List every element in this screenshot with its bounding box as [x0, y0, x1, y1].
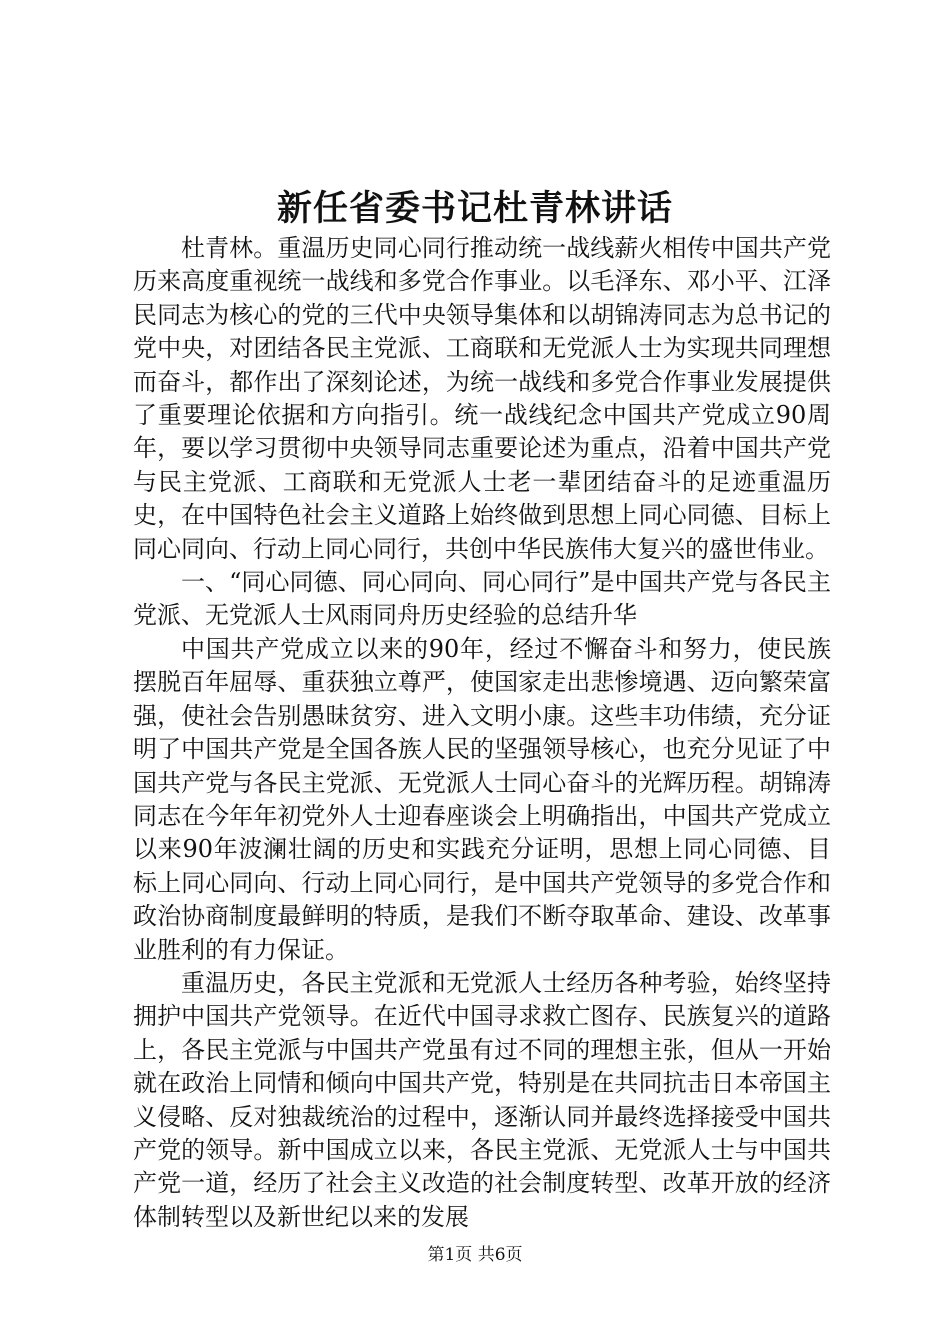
paragraph-intro: 杜青林。重温历史同心同行推动统一战线薪火相传中国共产党历来高度重视统一战线和多党合作事业。以毛泽东、邓小平、江泽民同志为核心的党的三代中央领导集体和以胡锦涛同志为总书记的党中央，对团结各民主党派、工商联和无党派人士为实现共同理想而奋斗，都作出了深刻论述，为统一战线和多党合作事业发展提供了重要理论依据和方向指引。统一战线纪念中国共产党成立90周年，要以学习贯彻中央领导同志重要论述为重点，沿着中国共产党与民主党派、工商联和无党派人士老一辈团结奋斗的足迹重温历史，在中国特色社会主义道路上始终做到思想上同心同德、目标上同心同向、行动上同心同行，共创中华民族伟大复兴的盛世伟业。: [133, 234, 831, 563]
section-heading-1: 一、“同心同德、同心同向、同心同行”是中国共产党与各民主党派、无党派人士风雨同舟历史经验的总结升华: [133, 568, 831, 630]
document-body: [133, 232, 831, 1234]
paragraph-history-review: 重温历史，各民主党派和无党派人士经历各种考验，始终坚持拥护中国共产党领导。在近代中国寻求救亡图存、民族复兴的道路上，各民主党派与中国共产党虽有过不同的理想主张，但从一开始就在政治上同情和倾向中国共产党，特别是在共同抗击日本帝国主义侵略、反对独裁统治的过程中，逐渐认同并最终选择接受中国共产党的领导。新中国成立以来，各民主党派、无党派人士与中国共产党一道，经历了社会主义改造的社会制度转型、改革开放的经济体制转型以及新世纪以来的发展: [133, 968, 831, 1231]
paragraph-90-years: 中国共产党成立以来的90年，经过不懈奋斗和努力，使民族摆脱百年屈辱、重获独立尊严，使国家走出悲惨境遇、迈向繁荣富强，使社会告别愚昧贫穷、进入文明小康。这些丰功伟绩，充分证明了中国共产党是全国各族人民的坚强领导核心，也充分见证了中国共产党与各民主党派、无党派人士同心奋斗的光辉历程。胡锦涛同志在今年年初党外人士迎春座谈会上明确指出，中国共产党成立以来90年波澜壮阔的历史和实践充分证明，思想上同心同德、目标上同心同向、行动上同心同行，是中国共产党领导的多党合作和政治协商制度最鲜明的特质，是我们不断夺取革命、建设、改革事业胜利的有力保证。: [133, 634, 831, 964]
document-title: 新任省委书记杜青林讲话: [276, 188, 673, 229]
page-number-footer: 第1页 共6页: [427, 1245, 523, 1265]
